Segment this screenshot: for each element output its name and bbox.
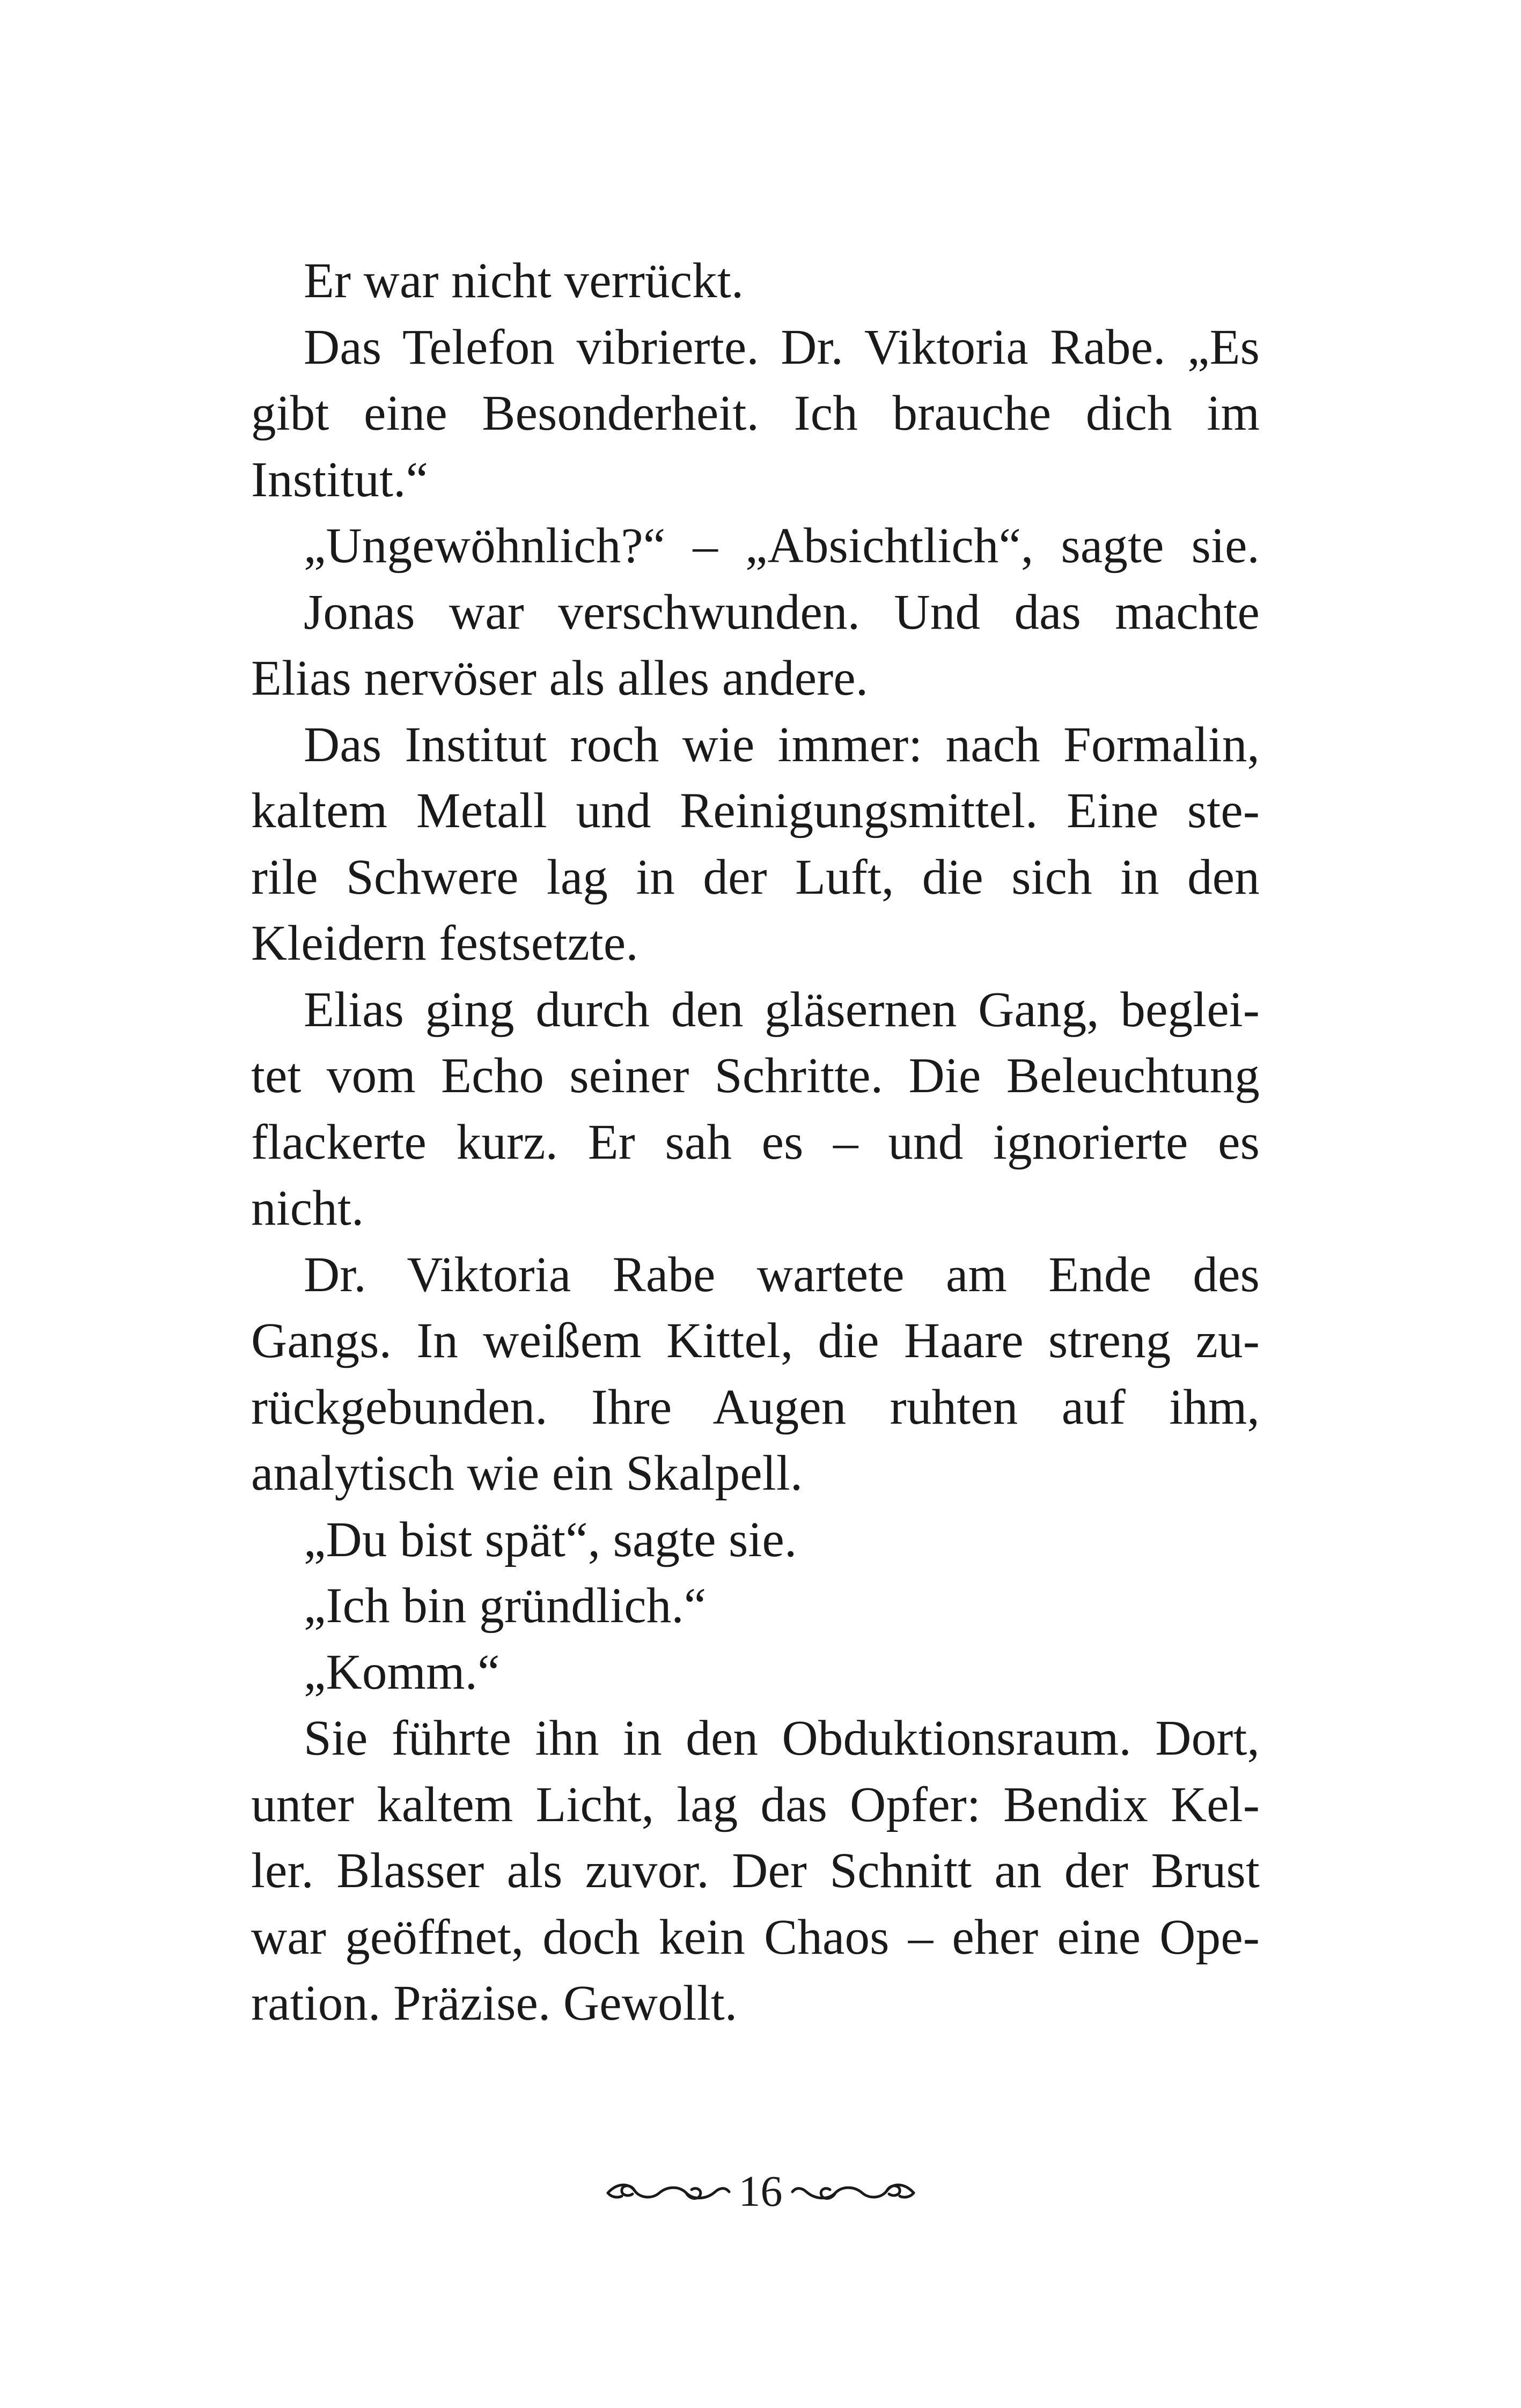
text-line: „Ungewöhnlich?“ – „Absichtlich“, sagte sie. [304,518,1260,573]
text-line: analytisch wie ein Skalpell. [251,1446,803,1501]
text-line: Institut.“ [251,452,429,507]
text-line: gibt eine Besonderheit. Ich brauche dich im [251,386,1260,441]
text-line: nicht. [251,1181,364,1236]
page-number: 16 [738,2167,783,2215]
text-line: Jonas war verschwunden. Und das machte [304,584,1260,640]
text-line: Elias ging durch den gläsernen Gang, beglei- [304,982,1260,1037]
text-line: war geöffnet, doch kein Chaos – eher eine Ope- [251,1909,1260,1965]
text-line: Sie führte ihn in den Obduktionsraum. Dort, [304,1711,1260,1766]
page-footer [0,2167,1521,2215]
text-line: Elias nervöser als alles andere. [251,651,869,706]
text-line: „Komm.“ [304,1644,500,1700]
text-line: flackerte kurz. Er sah es – und ignorierte es [251,1114,1260,1170]
text-line: Er war nicht verrückt. [304,253,744,308]
text-line: ration. Präzise. Gewollt. [251,1976,738,2031]
text-line: Dr. Viktoria Rabe wartete am Ende des [304,1247,1260,1302]
text-line: tet vom Echo seiner Schritte. Die Beleuchtung [251,1048,1260,1103]
text-line: rückgebunden. Ihre Augen ruhten auf ihm, [251,1379,1260,1435]
text-line: Das Institut roch wie immer: nach Formalin, [304,717,1260,772]
text-line: Das Telefon vibrierte. Dr. Viktoria Rabe. „Es [304,319,1260,375]
text-line: Kleidern festsetzte. [251,916,638,971]
text-line: Gangs. In weißem Kittel, die Haare streng zu- [251,1313,1260,1368]
body-text [251,248,1260,2037]
text-line: unter kaltem Licht, lag das Opfer: Bendix Kel- [251,1777,1260,1832]
text-line: „Ich bin gründlich.“ [304,1578,707,1633]
flourish-ornament-right-icon [787,2173,921,2210]
text-line: rile Schwere lag in der Luft, die sich in den [251,849,1260,905]
flourish-ornament-left-icon [600,2173,734,2210]
text-line: kaltem Metall und Reinigungsmittel. Eine ste- [251,783,1260,838]
text-line: ler. Blasser als zuvor. Der Schnitt an der Brust [251,1843,1260,1898]
text-line: „Du bist spät“, sagte sie. [304,1512,797,1567]
